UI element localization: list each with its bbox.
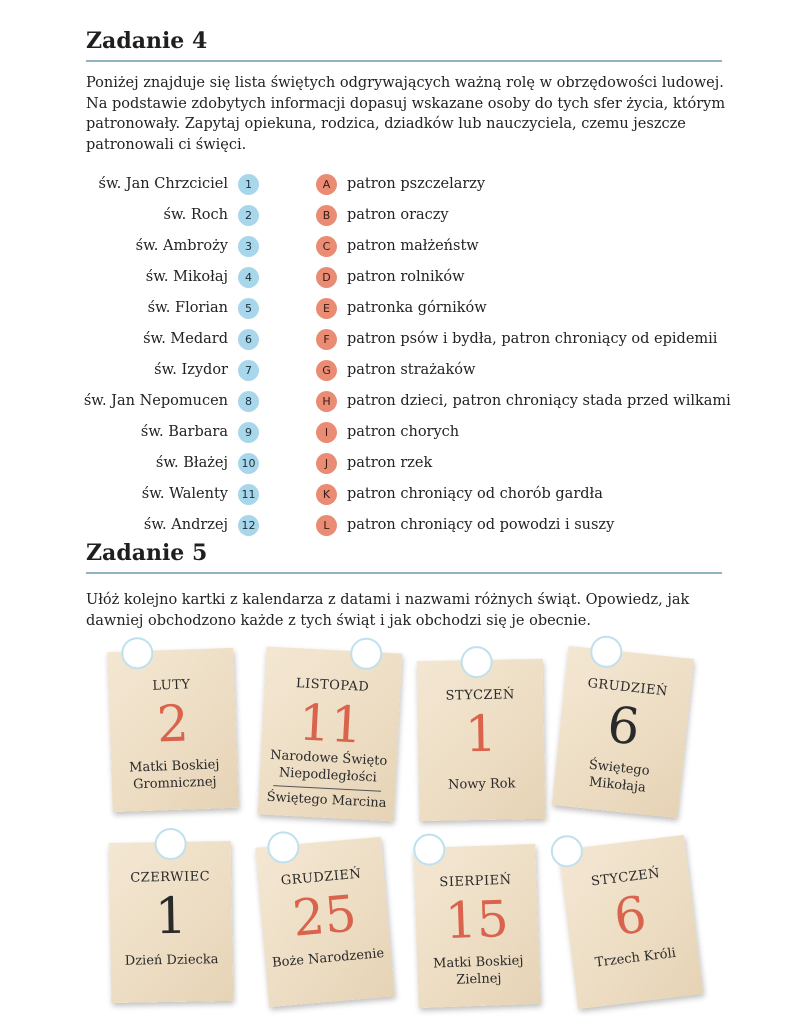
patron-letter-badge: A [316,174,337,195]
task4-intro-line: Na podstawie zdobytych informacji dopasuj wskazane osoby do tych sfer życia, którym [86,95,726,112]
saint-name: św. Mikołaj [145,269,228,285]
task4-intro-line: Poniżej znajduje się lista świętych odgrywających ważną rolę w obrzędowości ludowej. [86,75,724,91]
card-hole [349,637,383,671]
task5-intro [86,590,726,631]
saint-number-badge: 4 [238,267,259,288]
patron-letter-badge: F [316,329,337,350]
card-day: 25 [290,884,359,948]
calendar-card [552,646,694,818]
card-month: STYCZEŃ [590,866,661,890]
card-day: 1 [154,886,188,946]
card-month: LISTOPAD [295,676,370,695]
saint-name: św. Walenty [141,486,228,502]
card-day: 1 [464,704,498,764]
card-hole [266,830,301,865]
card-holiday-name: Narodowe Święto Niepodległości [269,747,388,786]
saint-name: św. Jan Chrzciciel [98,176,228,192]
patron-letter-badge: E [316,298,337,319]
patron-text: patron chroniący od chorób gardła [347,486,603,502]
patron-letter-badge: I [316,422,337,443]
task5-intro-line: dawniej obchodzono każde z tych świąt i jak obchodzi się je obecnie. [86,612,591,629]
saint-name: św. Ambroży [135,238,228,254]
patron-letter-badge: K [316,484,337,505]
patron-text: patron chroniący od powodzi i suszy [347,517,615,533]
card-hole [589,634,624,669]
card-holiday-name: Nowy Rok [447,776,516,793]
saint-number-badge: 6 [238,329,259,350]
saint-number-badge: 9 [238,422,259,443]
patron-text: patron rzek [347,455,433,471]
card-holiday-name-2: Świętego Marcina [266,789,387,812]
card-holiday-name: Trzech Króli [594,945,677,971]
card-hole [549,833,585,869]
saint-name: św. Florian [147,300,228,316]
calendar-card [258,647,403,822]
card-holiday-name: Matki Boskiej Zielnej [432,953,524,988]
card-hole [413,833,446,866]
calendar-card [559,835,704,1009]
card-month: CZERWIEC [130,869,211,886]
saint-name: św. Barbara [140,424,228,440]
patron-letter-badge: L [316,515,337,536]
patron-letter-badge: B [316,205,337,226]
task5-title: Zadanie 5 [86,540,208,566]
patron-text: patron pszczelarzy [347,176,486,192]
card-day: 6 [610,885,650,947]
card-holiday-name: Boże Narodzenie [271,945,385,971]
card-month: STYCZEŃ [445,687,515,704]
task4-intro-line: patronowali ci święci. [86,136,247,153]
task4-rule [86,60,722,62]
patron-text: patron małżeństw [347,238,479,254]
saint-name: św. Izydor [154,362,228,378]
saint-name: św. Roch [163,207,228,223]
task4-intro [86,73,726,155]
saint-number-badge: 10 [238,453,259,474]
patron-letter-badge: G [316,360,337,381]
saint-number-badge: 3 [238,236,259,257]
patron-letter-badge: D [316,267,337,288]
card-holiday-name: Dzień Dziecka [124,952,219,969]
card-holiday-name: Matki Boskiej Gromnicznej [128,757,220,793]
patron-text: patron chorych [347,424,460,440]
card-day: 2 [155,694,190,754]
saint-number-badge: 2 [238,205,259,226]
calendar-card [107,648,239,812]
card-month: GRUDZIEŃ [280,866,362,889]
card-day: 6 [604,695,643,757]
calendar-card [255,837,394,1007]
card-month: GRUDZIEŃ [586,676,669,700]
saint-number-badge: 1 [238,174,259,195]
saint-number-badge: 7 [238,360,259,381]
patron-text: patron rolników [347,269,465,285]
saint-number-badge: 12 [238,515,259,536]
calendar-card [417,659,546,821]
task5-intro-line: Ułóż kolejno kartki z kalendarza z datami i nazwami różnych świąt. Opowiedz, jak [86,592,690,608]
card-hole [121,637,154,670]
card-month: LUTY [152,677,191,694]
patron-text: patron strażaków [347,362,476,378]
task4-title: Zadanie 4 [86,28,208,54]
card-day: 15 [443,889,510,951]
patron-text: patron oraczy [347,207,449,223]
saint-name: św. Jan Nepomucen [83,393,228,409]
saint-number-badge: 8 [238,391,259,412]
card-holiday-name: Świętego Mikołaja [588,757,651,796]
saint-name: św. Medard [143,331,228,347]
card-month: SIERPIEŃ [439,872,512,891]
patron-text: patron psów i bydła, patron chroniący od epidemii [347,331,718,347]
calendar-card [413,844,541,1008]
card-day: 11 [297,693,364,755]
patron-letter-badge: C [316,236,337,257]
patron-letter-badge: H [316,391,337,412]
saint-name: św. Andrzej [143,517,228,533]
patron-text: patron dzieci, patron chroniący stada przed wilkami [347,393,731,409]
card-hole [154,828,187,861]
calendar-card [109,841,234,1003]
card-hole [460,646,493,679]
saint-number-badge: 5 [238,298,259,319]
patron-text: patronka górników [347,300,487,316]
saint-number-badge: 11 [238,484,259,505]
task4-intro-line: patronowały. Zapytaj opiekuna, rodzica, dziadków lub nauczyciela, czemu jeszcze [86,116,686,132]
task5-rule [86,572,722,574]
saint-name: św. Błażej [155,455,228,471]
patron-letter-badge: J [316,453,337,474]
